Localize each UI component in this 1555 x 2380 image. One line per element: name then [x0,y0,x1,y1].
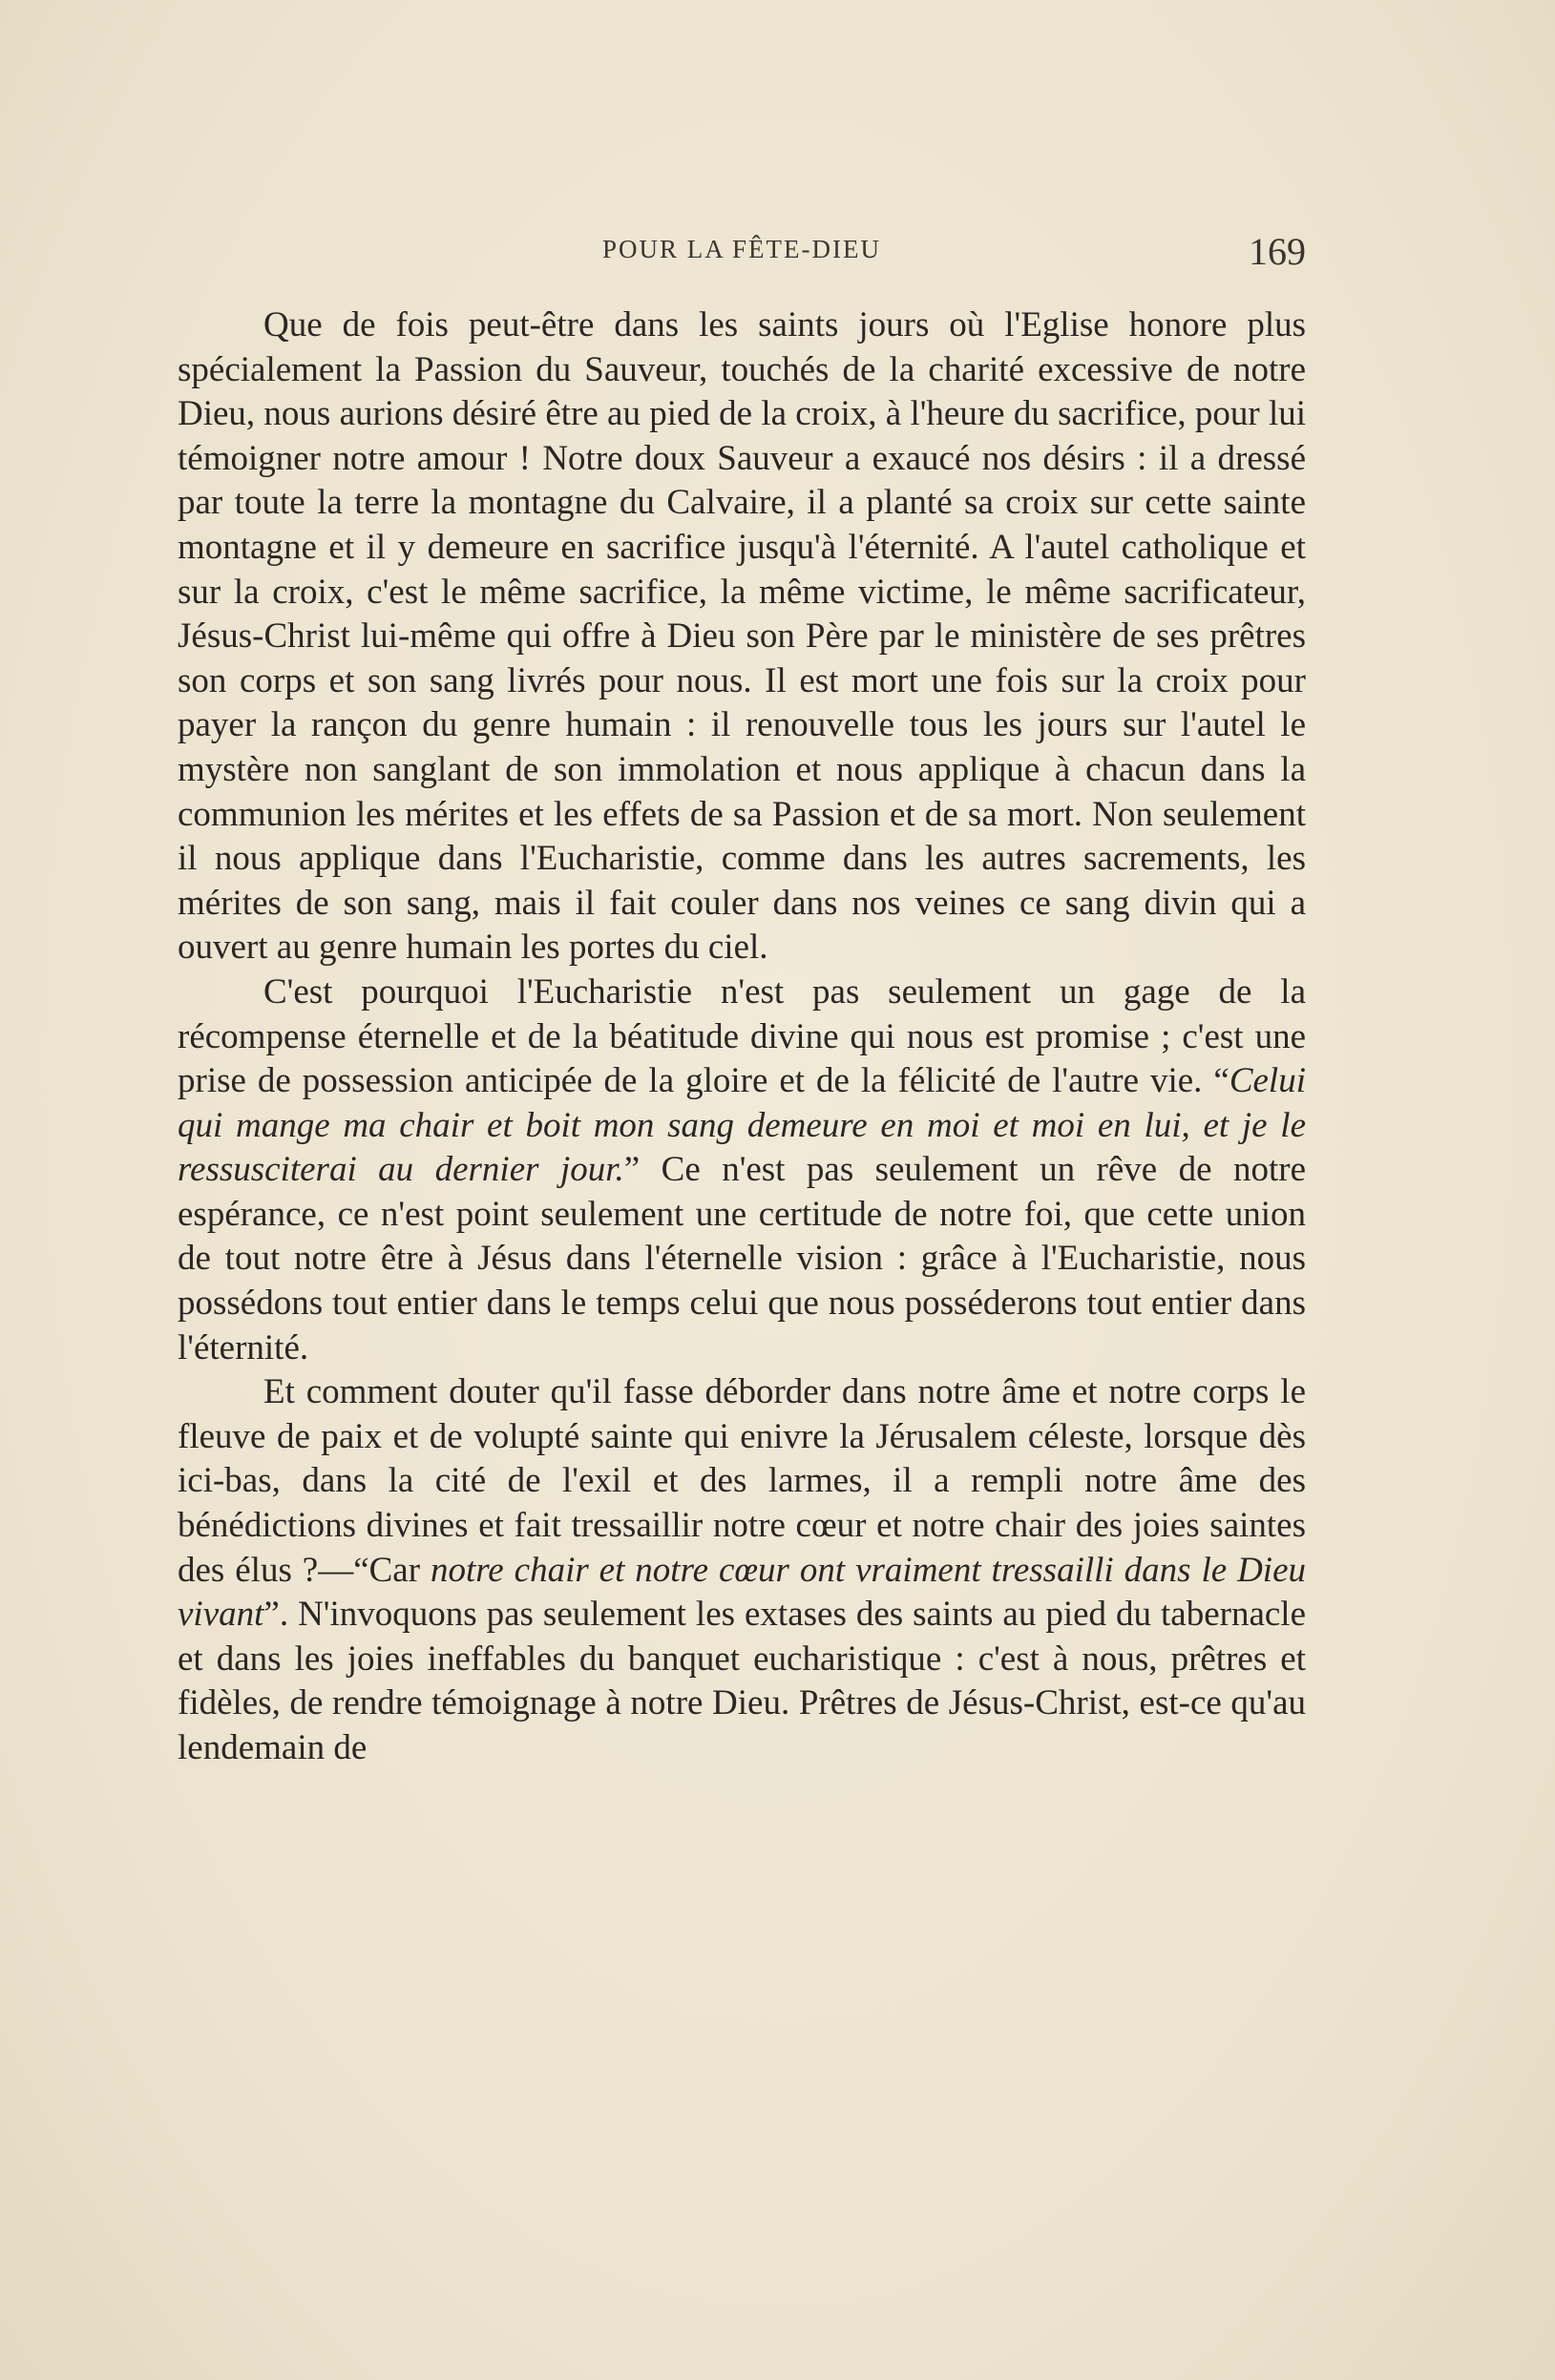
paragraph-2-text-a: C'est pourquoi l'Eucharistie n'est pas seulement un gage de la récompense éternelle et de la béatitude divine qui nous est promise ; c'est une prise de possession anticipée de la gloire et de la félicité de l'autre vie. “ [178,971,1306,1101]
paragraph-3-text-a: Et comment douter qu'il fasse déborder dans notre âme et notre corps le fleuve de paix et de volupté sainte qui enivre la Jérusalem céleste, lorsque dès ici-bas, dans la cité de l'exil et des larmes, il a rempli notre âme des bénédictions divines et fait tressaillir notre cœur et notre chair des joies saintes des élus ?—“Car [178,1372,1306,1590]
page-header [178,229,1306,277]
paragraph-1-text: Que de fois peut-être dans les saints jours où l'Eglise honore plus spécialement la Passion du Sauveur, touchés de la charité excessive de notre Dieu, nous aurions désiré être au pied de la croix, à l'heure du sacrifice, pour lui témoigner notre amour ! Notre doux Sauveur a exaucé nos désirs : il a dressé par toute la terre la montagne du Calvaire, il a planté sa croix sur cette sainte montagne et il y demeure en sacrifice jusqu'à l'éternité. A l'autel catholique et sur la croix, c'est le même sacrifice, la même victime, le même sacrificateur, Jésus-Christ lui-même qui offre à Dieu son Père par le ministère de ses prêtres son corps et son sang livrés pour nous. Il est mort une fois sur la croix pour payer la rançon du genre humain : il renouvelle tous les jours sur l'autel le mystère non sanglant de son immolation et nous applique à chacun dans la communion les mérites et les effets de sa Passion et de sa mort. Non seulement il nous applique dans l'Eucharistie, comme dans les autres sacrements, les mérites de son sang, mais il fait couler dans nos veines ce sang divin qui a ouvert au genre humain les portes du ciel. [178,305,1307,968]
paragraph-3 [178,1370,1306,1770]
paragraph-2-text-b: ” Ce n'est pas seulement un rêve de notre espérance, ce n'est point seulement une certitude de notre foi, que cette union de tout notre être à Jésus dans l'éternelle vision : grâce à l'Eucharistie, nous possédons tout entier dans le temps celui que nous posséderons tout entier dans l'éternité. [178,1150,1307,1367]
running-head: POUR LA FÊTE-DIEU [602,235,881,263]
page-number: 169 [1249,230,1306,273]
paragraph-2 [178,971,1306,1370]
paragraph-3-quotation: notre chair et notre cœur ont vraiment tressailli dans le Dieu vivant [178,1550,1306,1635]
paragraph-3-text-b: ”. N'invoquons pas seulement les extases des saints au pied du tabernacle et dans les joies ineffables du banquet eucharistique : c'est à nous, prêtres et fidèles, de rendre témoignage à notre Dieu. Prêtres de Jésus-Christ, est-ce qu'au lendemain de [178,1595,1306,1767]
paragraph-2-quotation: Celui qui mange ma chair et boit mon sang demeure en moi et moi en lui, et je le ressusciterai au dernier jour. [178,1061,1306,1190]
body-text [178,303,1306,1771]
paragraph-1 [178,303,1306,971]
